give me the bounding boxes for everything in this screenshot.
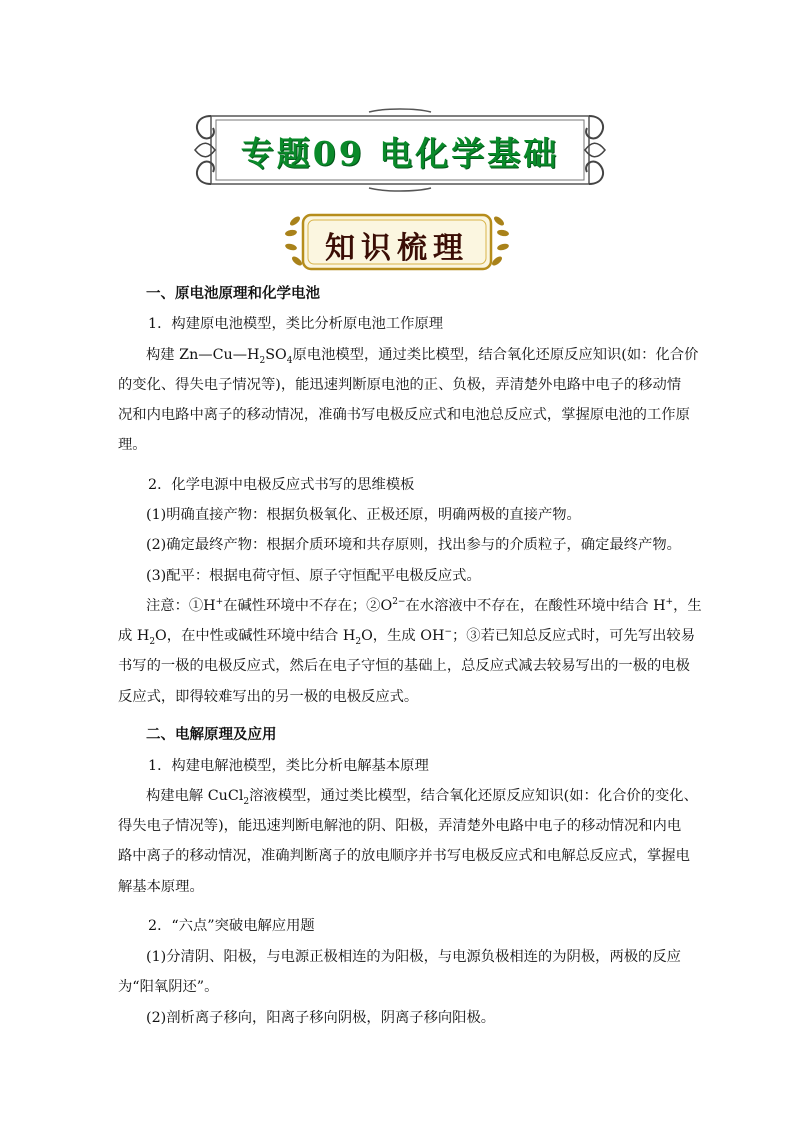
paragraph-line: 况和内电路中离子的移动情况，准确书写电极反应式和电池总反应式，掌握原电池的工作原 — [118, 407, 690, 423]
knowledge-badge — [283, 207, 511, 277]
list-item: (2)确定最终产物：根据介质环境和共存原则，找出参与的介质粒子，确定最终产物。 — [146, 537, 681, 553]
note-line: 成 $H_2O$，在中性或碱性环境中结合 $H_2O$，生成 OH−；③若已知总反应式时，可先写出较易 — [118, 627, 696, 647]
paragraph-line: 得失电子情况等)，能迅速判断电解池的阴、阳极，弄清楚外电路中电子的移动情况和内电 — [118, 818, 682, 834]
paragraph-line: 的变化、得失电子情况等)，能迅速判断原电池的正、负极，弄清楚外电路中电子的移动情 — [118, 377, 682, 393]
subsection-title: 1．构建原电池模型，类比分析原电池工作原理 — [148, 316, 444, 332]
paragraph-line: 构建 $Zn—Cu—H_2SO_4$原电池模型，通过类比模型，结合氧化还原反应知识(如：化合价 — [146, 347, 699, 366]
subsection-title: 2．化学电源中电极反应式书写的思维模板 — [148, 477, 415, 493]
subsection-title: 1．构建电解池模型，类比分析电解基本原理 — [148, 758, 429, 774]
list-item: (3)配平：根据电荷守恒、原子守恒配平电极反应式。 — [146, 568, 481, 584]
section-heading-1: 一、原电池原理和化学电池 — [146, 286, 320, 302]
paragraph-line: 解基本原理。 — [118, 879, 204, 895]
paragraph-line: 路中离子的移动情况，准确判断离子的放电顺序并书写电极反应式和电解总反应式，掌握电 — [118, 848, 690, 864]
paragraph-line: 理。 — [118, 437, 147, 453]
page-title: 专题09 电化学基础 — [240, 134, 560, 173]
list-item: (1)明确直接产物：根据负极氧化、正极还原，明确两极的直接产物。 — [146, 507, 581, 523]
section-heading-2: 二、电解原理及应用 — [146, 727, 277, 743]
note-line: 反应式，即得较难写出的另一极的电极反应式。 — [118, 689, 419, 705]
list-item: 为“阳氧阴还”。 — [118, 979, 219, 995]
note-line: 书写的一极的电极反应式，然后在电子守恒的基础上，总反应式减去较易写出的一极的电极 — [118, 658, 690, 674]
badge-label: 知识梳理 — [325, 231, 469, 266]
paragraph-line: 构建电解 CuCl$_2$溶液模型，通过类比模型，结合氧化还原反应知识(如：化合价的变化、 — [146, 788, 698, 807]
list-item: (1)分清阴、阳极，与电源正极相连的为阳极，与电源负极相连的为阴极，两极的反应 — [146, 949, 681, 965]
note-line: 注意：①H+在碱性环境中不存在；$②O^{2-}$在水溶液中不存在，在酸性环境中结合 H+，生 — [146, 597, 702, 614]
title-banner — [189, 108, 611, 192]
subsection-title: 2．“六点”突破电解应用题 — [148, 918, 315, 934]
list-item: (2)剖析离子移向，阳离子移向阴极，阴离子移向阳极。 — [146, 1010, 496, 1026]
